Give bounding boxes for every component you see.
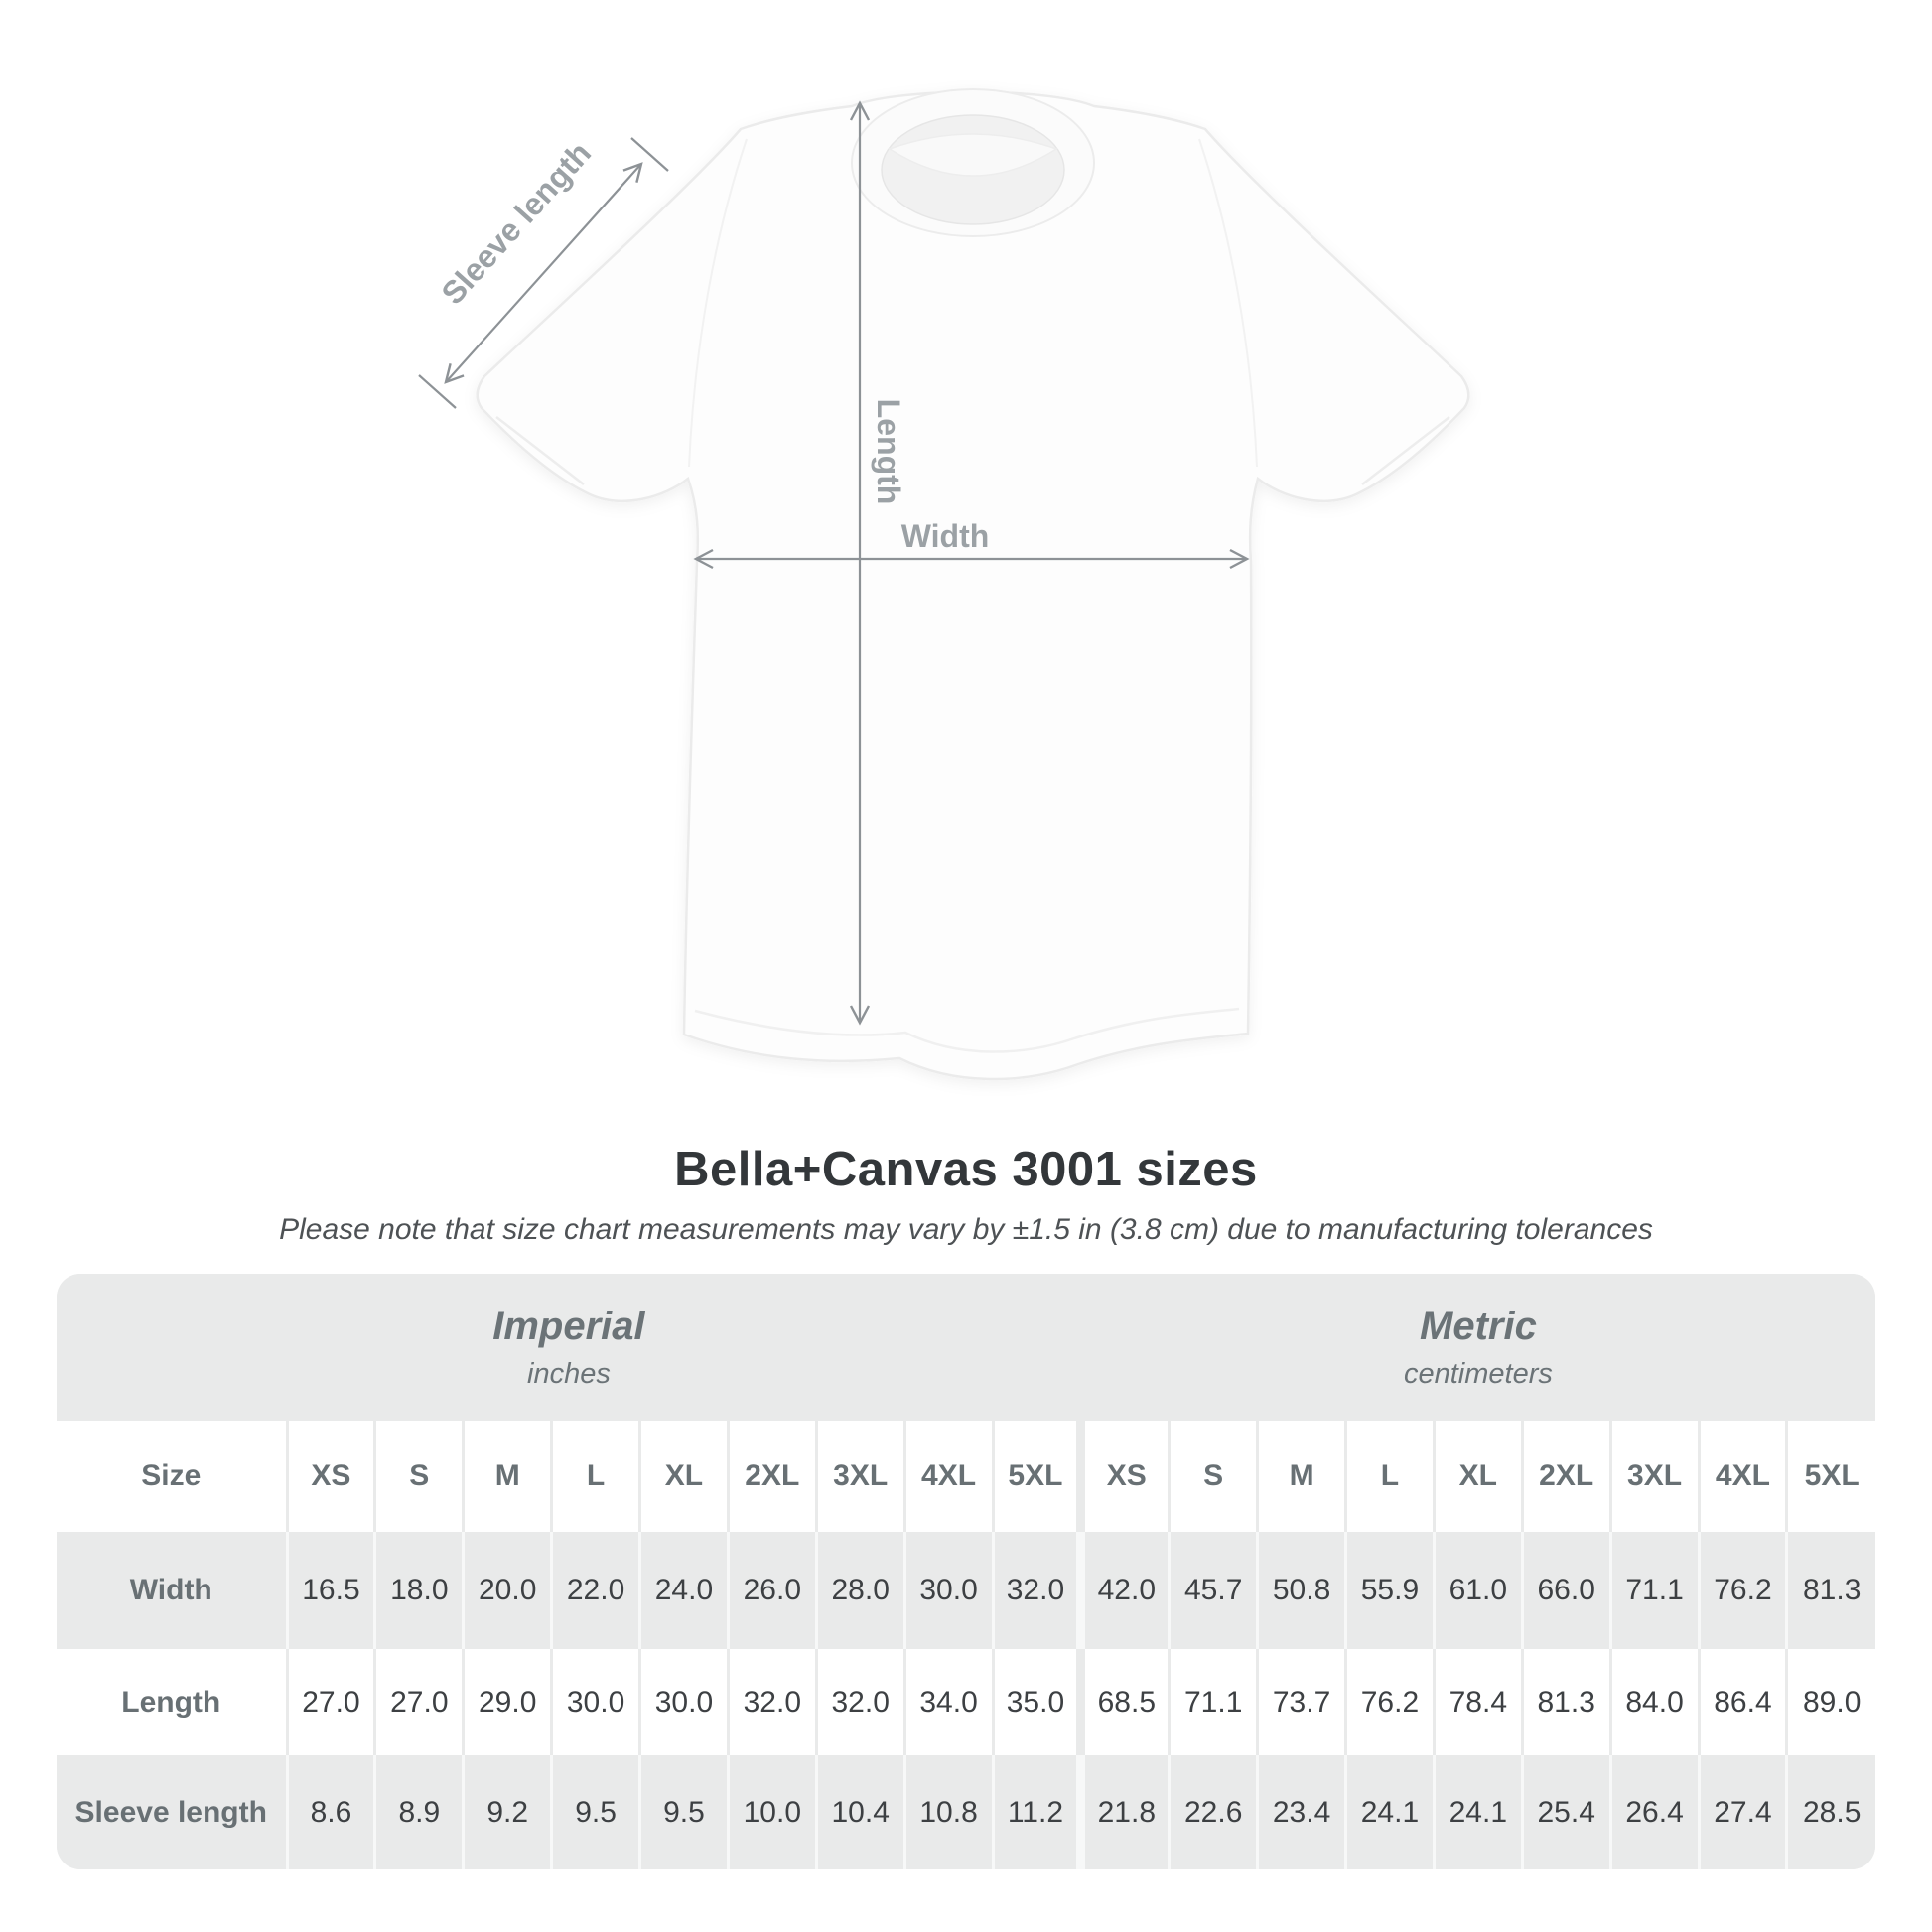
- size-value-cell: 8.9: [375, 1755, 464, 1869]
- size-value-cell: 45.7: [1170, 1532, 1258, 1649]
- width-row: [57, 1532, 1875, 1649]
- size-header-cell: S: [375, 1421, 464, 1532]
- tshirt-body: [478, 92, 1469, 1079]
- size-value-cell: 30.0: [904, 1532, 993, 1649]
- size-value-cell: 27.0: [375, 1649, 464, 1755]
- size-header-cell: 2XL: [728, 1421, 816, 1532]
- size-value-cell: 86.4: [1699, 1649, 1787, 1755]
- size-value-cell: 9.2: [464, 1755, 552, 1869]
- width-label: Width: [900, 518, 990, 554]
- page-title: Bella+Canvas 3001 sizes: [674, 1143, 1258, 1196]
- size-value-cell: 16.5: [287, 1532, 375, 1649]
- size-value-cell: 18.0: [375, 1532, 464, 1649]
- size-value-cell: 28.0: [816, 1532, 904, 1649]
- size-value-cell: 9.5: [552, 1755, 640, 1869]
- section-metric-unit: centimeters: [1403, 1357, 1553, 1390]
- size-value-cell: 89.0: [1787, 1649, 1875, 1755]
- size-value-cell: 32.0: [816, 1649, 904, 1755]
- size-header-row: [57, 1421, 1875, 1532]
- size-value-cell: 32.0: [993, 1532, 1081, 1649]
- size-value-cell: 71.1: [1170, 1649, 1258, 1755]
- section-metric: [1081, 1274, 1875, 1421]
- size-value-cell: 55.9: [1346, 1532, 1435, 1649]
- size-header-cell: 3XL: [816, 1421, 904, 1532]
- sleeve-dimension-end-tick-top: [631, 138, 668, 171]
- size-value-cell: 8.6: [287, 1755, 375, 1869]
- chart-heading: [0, 1142, 1932, 1247]
- size-value-cell: 9.5: [640, 1755, 729, 1869]
- section-metric-name: Metric: [1420, 1304, 1537, 1348]
- size-header-cell: 4XL: [904, 1421, 993, 1532]
- size-header-cell: XS: [1081, 1421, 1170, 1532]
- size-value-cell: 84.0: [1610, 1649, 1699, 1755]
- size-value-cell: 66.0: [1522, 1532, 1610, 1649]
- size-value-cell: 26.0: [728, 1532, 816, 1649]
- size-value-cell: 50.8: [1258, 1532, 1346, 1649]
- size-value-cell: 28.5: [1787, 1755, 1875, 1869]
- size-header-cell: S: [1170, 1421, 1258, 1532]
- tolerance-note: Please note that size chart measurements may vary by ±1.5 in (3.8 cm) due to manufacturing tolerances: [279, 1213, 1653, 1246]
- size-header-cell: 5XL: [993, 1421, 1081, 1532]
- size-value-cell: 10.0: [728, 1755, 816, 1869]
- size-value-cell: 26.4: [1610, 1755, 1699, 1869]
- unit-section-row: [57, 1274, 1875, 1421]
- size-table: [57, 1274, 1875, 1869]
- length-label: Length: [871, 398, 906, 505]
- size-value-cell: 22.0: [552, 1532, 640, 1649]
- size-value-cell: 78.4: [1434, 1649, 1522, 1755]
- corner-label-cell: Size: [57, 1421, 287, 1532]
- size-value-cell: 22.6: [1170, 1755, 1258, 1869]
- size-value-cell: 24.1: [1434, 1755, 1522, 1869]
- size-table-container: [57, 1274, 1875, 1869]
- section-imperial-name: Imperial: [492, 1304, 645, 1348]
- size-value-cell: 42.0: [1081, 1532, 1170, 1649]
- size-header-cell: L: [552, 1421, 640, 1532]
- size-header-cell: L: [1346, 1421, 1435, 1532]
- size-header-cell: XL: [640, 1421, 729, 1532]
- section-imperial-unit: inches: [527, 1357, 611, 1390]
- size-value-cell: 35.0: [993, 1649, 1081, 1755]
- size-value-cell: 76.2: [1699, 1532, 1787, 1649]
- size-value-cell: 30.0: [552, 1649, 640, 1755]
- row-label-cell: Sleeve length: [57, 1755, 287, 1869]
- section-imperial: [57, 1274, 1081, 1421]
- size-value-cell: 73.7: [1258, 1649, 1346, 1755]
- size-value-cell: 68.5: [1081, 1649, 1170, 1755]
- size-value-cell: 81.3: [1787, 1532, 1875, 1649]
- size-header-cell: XS: [287, 1421, 375, 1532]
- size-value-cell: 30.0: [640, 1649, 729, 1755]
- size-header-cell: 3XL: [1610, 1421, 1699, 1532]
- sleeve-dimension-end-tick-bottom: [419, 375, 456, 408]
- sleeve-length-label: Sleeve length: [434, 134, 599, 312]
- size-value-cell: 71.1: [1610, 1532, 1699, 1649]
- tshirt-illustration: [478, 89, 1469, 1079]
- size-value-cell: 32.0: [728, 1649, 816, 1755]
- size-header-cell: 2XL: [1522, 1421, 1610, 1532]
- size-value-cell: 34.0: [904, 1649, 993, 1755]
- size-value-cell: 11.2: [993, 1755, 1081, 1869]
- size-value-cell: 21.8: [1081, 1755, 1170, 1869]
- size-value-cell: 29.0: [464, 1649, 552, 1755]
- size-value-cell: 76.2: [1346, 1649, 1435, 1755]
- size-header-cell: M: [1258, 1421, 1346, 1532]
- row-label-cell: Width: [57, 1532, 287, 1649]
- size-value-cell: 10.4: [816, 1755, 904, 1869]
- size-value-cell: 61.0: [1434, 1532, 1522, 1649]
- size-value-cell: 27.4: [1699, 1755, 1787, 1869]
- size-value-cell: 27.0: [287, 1649, 375, 1755]
- size-header-cell: XL: [1434, 1421, 1522, 1532]
- size-value-cell: 25.4: [1522, 1755, 1610, 1869]
- length-row: [57, 1649, 1875, 1755]
- size-header-cell: 4XL: [1699, 1421, 1787, 1532]
- size-header-cell: M: [464, 1421, 552, 1532]
- size-value-cell: 23.4: [1258, 1755, 1346, 1869]
- sleeve-length-row: [57, 1755, 1875, 1869]
- size-value-cell: 20.0: [464, 1532, 552, 1649]
- size-header-cell: 5XL: [1787, 1421, 1875, 1532]
- size-value-cell: 24.0: [640, 1532, 729, 1649]
- row-label-cell: Length: [57, 1649, 287, 1755]
- size-value-cell: 10.8: [904, 1755, 993, 1869]
- size-value-cell: 24.1: [1346, 1755, 1435, 1869]
- size-value-cell: 81.3: [1522, 1649, 1610, 1755]
